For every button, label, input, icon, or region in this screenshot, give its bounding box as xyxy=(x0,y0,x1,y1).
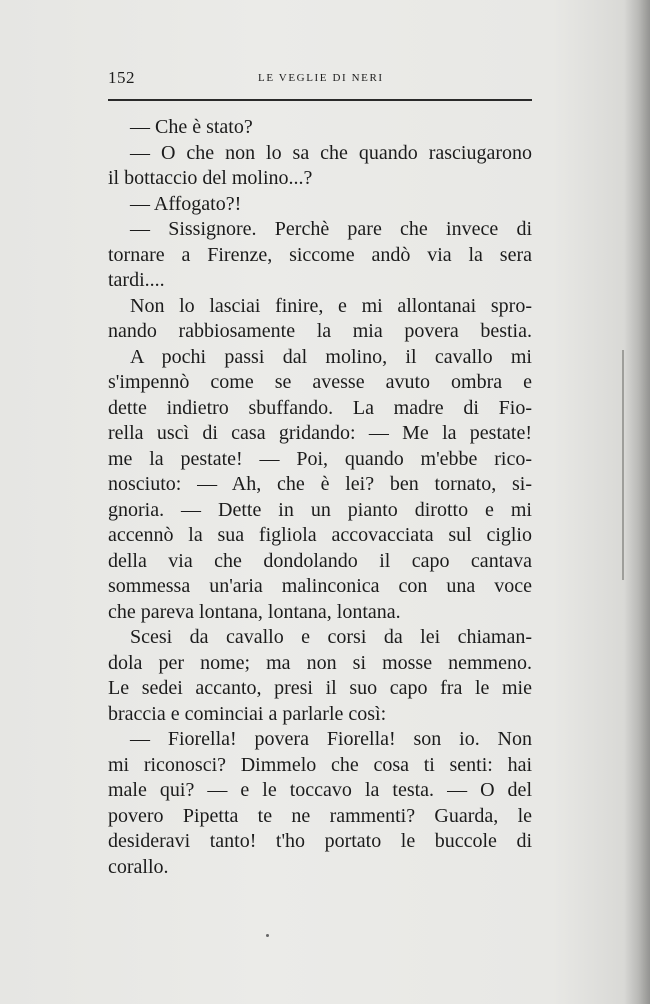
text-line: povero Pipetta te ne rammenti? Guarda, le xyxy=(108,804,532,827)
text-line: rella uscì di casa gridando: — Me la pestate! xyxy=(108,422,532,444)
text-line: sommessa un'aria malinconica con una voce xyxy=(108,575,532,597)
text-line: desideravi tanto! t'ho portato le buccole di xyxy=(108,830,532,852)
text-line: accennò la sua figliola accovacciata sul ciglio xyxy=(108,524,532,546)
text-line: A pochi passi dal molino, il cavallo mi xyxy=(130,345,532,368)
text-line: s'impennò come se avesse avuto ombra e xyxy=(108,371,532,393)
text-line: nosciuto: — Ah, che è lei? ben tornato, si- xyxy=(108,473,532,495)
text-line: — O che non lo sa che quando rasciugarono xyxy=(130,141,532,164)
text-line: nando rabbiosamente la mia povera bestia. xyxy=(108,320,532,342)
print-speck xyxy=(266,934,269,937)
text-line: male qui? — e le toccavo la testa. — O del xyxy=(108,779,532,801)
text-line: il bottaccio del molino...? xyxy=(108,167,313,189)
text-line: Non lo lasciai finire, e mi allontanai spro- xyxy=(130,294,532,317)
text-line: mi riconosci? Dimmelo che cosa ti senti: hai xyxy=(108,753,532,776)
page-header xyxy=(108,68,532,92)
text-line: — Sissignore. Perchè pare che invece di xyxy=(130,218,532,240)
text-line: me la pestate! — Poi, quando m'ebbe rico- xyxy=(108,447,532,470)
text-line: gnoria. — Dette in un pianto dirotto e mi xyxy=(108,498,532,521)
running-title: LE VEGLIE DI NERI xyxy=(258,72,384,84)
text-line: — Che è stato? xyxy=(130,116,253,138)
text-line: corallo. xyxy=(108,855,169,878)
header-rule xyxy=(108,99,532,101)
text-line: Le sedei accanto, presi il suo capo fra le mie xyxy=(108,677,532,699)
text-line: della via che dondolando il capo cantava xyxy=(108,549,532,572)
text-line: dette indietro sbuffando. La madre di Fio- xyxy=(108,396,532,419)
text-line: dola per nome; ma non si mosse nemmeno. xyxy=(108,651,532,674)
text-line: — Affogato?! xyxy=(130,192,242,215)
page-edge-shadow xyxy=(624,0,650,1004)
body-text xyxy=(108,115,532,880)
text-line: che pareva lontana, lontana, lontana. xyxy=(108,600,401,623)
page-number: 152 xyxy=(108,68,135,87)
page-edge-line xyxy=(622,350,624,580)
text-line: braccia e cominciai a parlarle così: xyxy=(108,702,387,725)
text-line: tornare a Firenze, siccome andò via la sera xyxy=(108,243,532,266)
text-line: tardi.... xyxy=(108,269,165,291)
text-line: — Fiorella! povera Fiorella! son io. Non xyxy=(130,728,532,750)
text-line: Scesi da cavallo e corsi da lei chiaman- xyxy=(130,626,532,648)
